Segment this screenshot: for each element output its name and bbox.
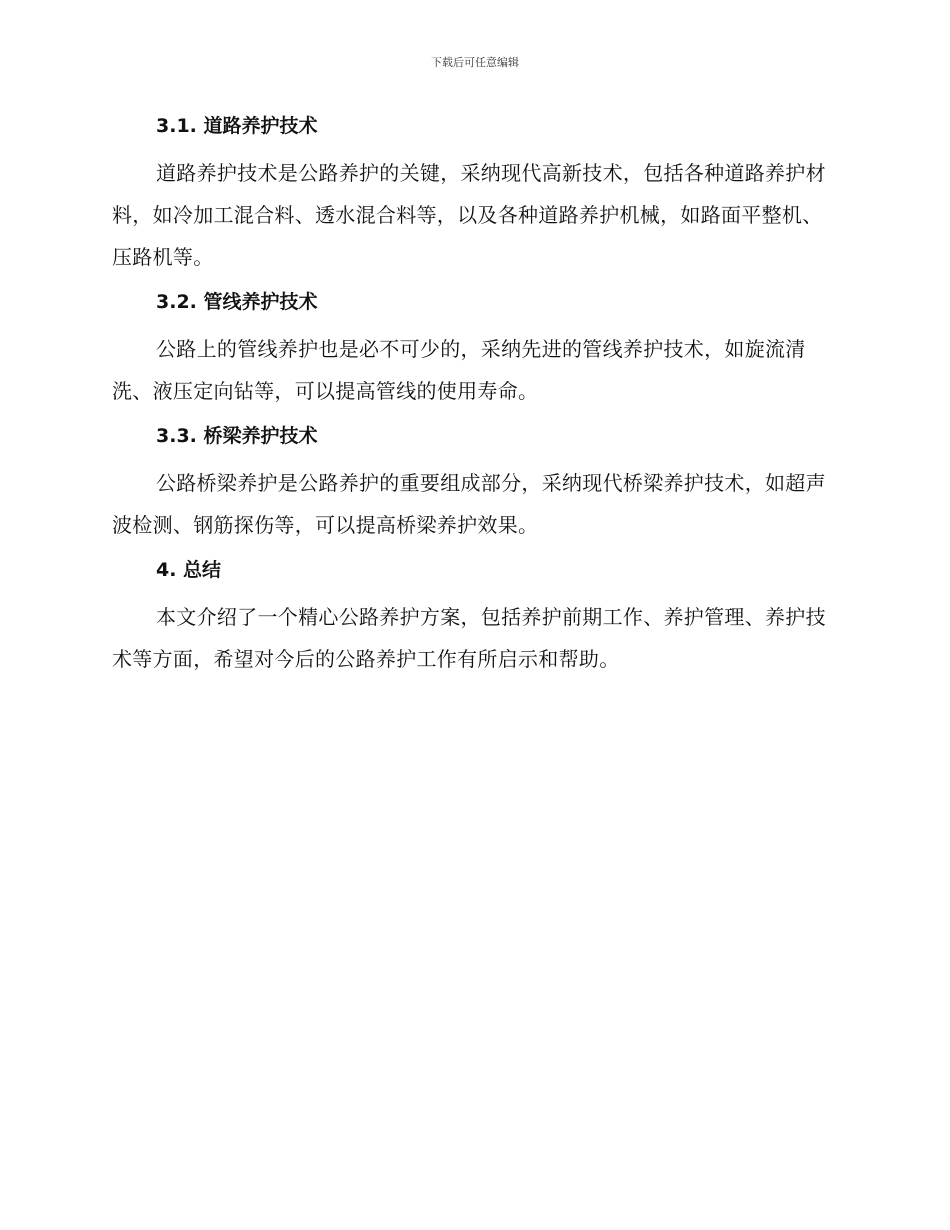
section-3-3: [112, 422, 832, 546]
document-body: [112, 112, 832, 690]
section-4: [112, 556, 832, 680]
section-3-2: [112, 288, 832, 412]
section-heading: 3.3. 桥梁养护技术: [156, 425, 318, 447]
section-paragraph: 道路养护技术是公路养护的关键，采纳现代高新技术，包括各种道路养护材料，如冷加工混合料、透水混合料等，以及各种道路养护机械，如路面平整机、压路机等。: [112, 161, 826, 269]
section-paragraph: 公路上的管线养护也是必不可少的，采纳先进的管线养护技术，如旋流清洗、液压定向钻等，可以提高管线的使用寿命。: [112, 337, 806, 403]
section-paragraph: 公路桥梁养护是公路养护的重要组成部分，采纳现代桥梁养护技术，如超声波检测、钢筋探伤等，可以提高桥梁养护效果。: [112, 471, 826, 537]
section-heading: 3.1. 道路养护技术: [156, 115, 318, 137]
section-heading: 3.2. 管线养护技术: [156, 291, 318, 313]
section-3-1: [112, 112, 832, 278]
page-header: 下载后可任意编辑: [431, 56, 519, 69]
section-heading: 4. 总结: [156, 559, 222, 581]
section-paragraph: 本文介绍了一个精心公路养护方案，包括养护前期工作、养护管理、养护技术等方面，希望对今后的公路养护工作有所启示和帮助。: [112, 605, 826, 671]
